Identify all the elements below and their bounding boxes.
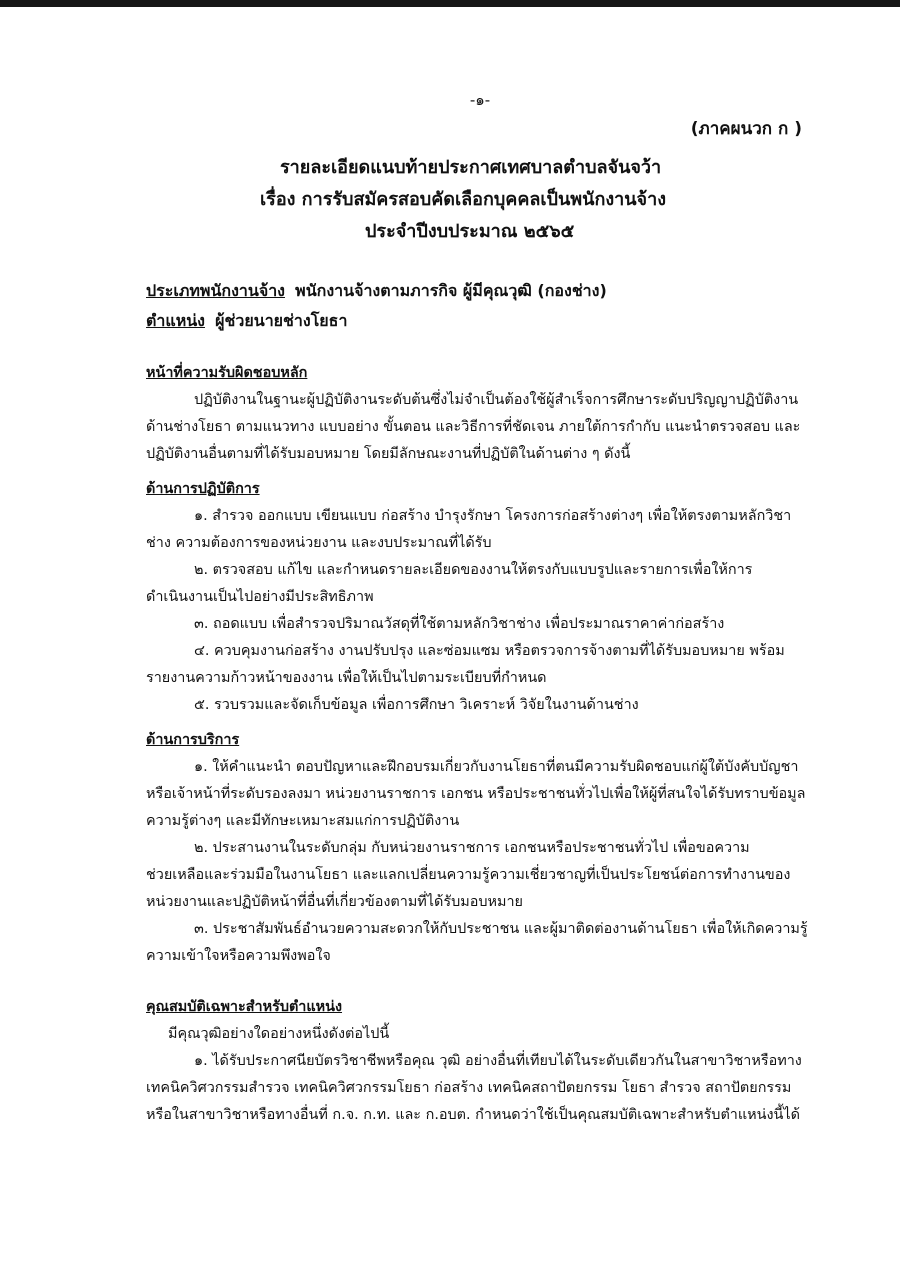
services-item-line: ๒. ประสานงานในระดับกลุ่ม กับหน่วยงานราชการ เอกชนหรือประชาชนทั่วไป เพื่อขอความ [194, 840, 750, 856]
spacer [146, 719, 813, 727]
section-operations [146, 476, 813, 503]
section-main-duties [146, 360, 813, 387]
services-heading: ด้านการบริการ [146, 732, 240, 748]
section-services [146, 727, 813, 754]
position-value: ผู้ช่วยนายช่างโยธา [215, 311, 348, 330]
main-duties-line: ปฏิบัติงานอื่นตามที่ได้รับมอบหมาย โดยมีลักษณะงานที่ปฏิบัติในด้านต่าง ๆ ดังนี้ [146, 446, 631, 462]
title-line-3: ประจำปีงบประมาณ ๒๕๖๕ [365, 221, 575, 242]
spacer [146, 970, 813, 994]
qualifications-intro: มีคุณวุฒิอย่างใดอย่างหนึ่งดังต่อไปนี้ [168, 1026, 390, 1042]
position-label: ตำแหน่ง [146, 311, 205, 330]
spacer [146, 336, 813, 360]
services-item-line: ความรู้ต่างๆ และมีทักษะเหมาะสมแก่การปฏิบัติงาน [146, 813, 460, 829]
services-item-line: ความเข้าใจหรือความพึงพอใจ [146, 948, 331, 964]
qualifications-item-line: เทคนิควิศวกรรมสำรวจ เทคนิควิศวกรรมโยธา ก่อสร้าง เทคนิคสถาปัตยกรรม โยธา สำรวจ สถาปัตยกรรม [146, 1080, 792, 1096]
section-qualifications [146, 994, 813, 1021]
qualifications-heading: คุณสมบัติเฉพาะสำหรับตำแหน่ง [146, 999, 343, 1015]
operations-item-line: ๔. ควบคุมงานก่อสร้าง งานปรับปรุง และซ่อมแซม หรือตรวจการจ้างตามที่ได้รับมอบหมาย พร้อม [194, 643, 785, 659]
operations-heading: ด้านการปฏิบัติการ [146, 481, 260, 497]
operations-item-line: ๑. สำรวจ ออกแบบ เขียนแบบ ก่อสร้าง บำรุงรักษา โครงการก่อสร้างต่างๆ เพื่อให้ตรงตามหลักวิชา [194, 508, 792, 524]
operations-item-line: ช่าง ความต้องการของหน่วยงาน และงบประมาณที่ได้รับ [146, 535, 492, 551]
title-line-1: รายละเอียดแนบท้ายประกาศเทศบาลตำบลจันจว้า [280, 157, 662, 178]
qualifications-item-line: ๑. ได้รับประกาศนียบัตรวิชาชีพหรือคุณ วุฒิ อย่างอื่นที่เทียบได้ในระดับเดียวกันในสาขาวิชาหรือทาง [194, 1053, 802, 1069]
operations-item-line: ๒. ตรวจสอบ แก้ไข และกำหนดรายละเอียดของงานให้ตรงกับแบบรูปและรายการเพื่อให้การ [194, 562, 753, 578]
operations-item-line: ๓. ถอดแบบ เพื่อสำรวจปริมาณวัสดุที่ใช้ตามหลักวิชาช่าง เพื่อประมาณราคาค่าก่อสร้าง [194, 616, 725, 632]
operations-item-line: รายงานความก้าวหน้าของงาน เพื่อให้เป็นไปตามระเบียบที่กำหนด [146, 670, 547, 686]
position-row [146, 306, 813, 336]
qualifications-item-line: หรือในสาขาวิชาหรือทางอื่นที่ ก.จ. ก.ท. และ ก.อบต. กำหนดว่าใช้เป็นคุณสมบัติเฉพาะสำหรับตำแหน่งนี้ได้ [146, 1107, 800, 1123]
operations-item-line: ดำเนินงานเป็นไปอย่างมีประสิทธิภาพ [146, 589, 374, 605]
main-duties-line: ด้านช่างโยธา ตามแนวทาง แบบอย่าง ขั้นตอน และวิธีการที่ชัดเจน ภายใต้การกำกับ แนะนำตรวจสอบ และ [146, 419, 801, 435]
main-duties-heading: หน้าที่ความรับผิดชอบหลัก [146, 365, 308, 381]
spacer [146, 468, 813, 476]
employee-type-label: ประเภทพนักงานจ้าง [146, 281, 285, 300]
services-item-line: หน่วยงานและปฏิบัติหน้าที่อื่นที่เกี่ยวข้องตามที่ได้รับมอบหมาย [146, 894, 523, 910]
services-item-line: ช่วยเหลือและร่วมมือในงานโยธา และแลกเปลี่ยนความรู้ความเชี่ยวชาญที่เป็นประโยชน์ต่อการทำงานของ [146, 867, 791, 883]
page-number: -๑- [469, 91, 491, 109]
document-body [146, 276, 813, 1129]
main-duties-line: ปฏิบัติงานในฐานะผู้ปฏิบัติงานระดับต้นซึ่งไม่จำเป็นต้องใช้ผู้สำเร็จการศึกษาระดับปริญญาปฏิบัติงาน [194, 392, 799, 408]
annex-label: (ภาคผนวก ก ) [690, 119, 802, 139]
services-item-line: หรือเจ้าหน้าที่ระดับรองลงมา หน่วยงานราชการ เอกชน หรือประชาชนทั่วไปเพื่อให้ผู้ที่สนใจได้รับทราบข้อมูล [146, 786, 806, 802]
services-item-line: ๓. ประชาสัมพันธ์อำนวยความสะดวกให้กับประชาชน และผู้มาติดต่องานด้านโยธา เพื่อให้เกิดความรู้ [194, 921, 808, 937]
operations-item-line: ๕. รวบรวมและจัดเก็บข้อมูล เพื่อการศึกษา วิเคราะห์ วิจัยในงานด้านช่าง [194, 697, 639, 713]
title-block [150, 152, 810, 248]
title-line-2: เรื่อง การรับสมัครสอบคัดเลือกบุคคลเป็นพนักงานจ้าง [260, 189, 666, 210]
employee-type-value: พนักงานจ้างตามภารกิจ ผู้มีคุณวุฒิ (กองช่าง) [295, 281, 607, 300]
employee-type-row [146, 276, 813, 306]
services-item-line: ๑. ให้คำแนะนำ ตอบปัญหาและฝึกอบรมเกี่ยวกับงานโยธาที่ตนมีความรับผิดชอบแก่ผู้ใต้บังคับบัญชา [194, 759, 799, 775]
